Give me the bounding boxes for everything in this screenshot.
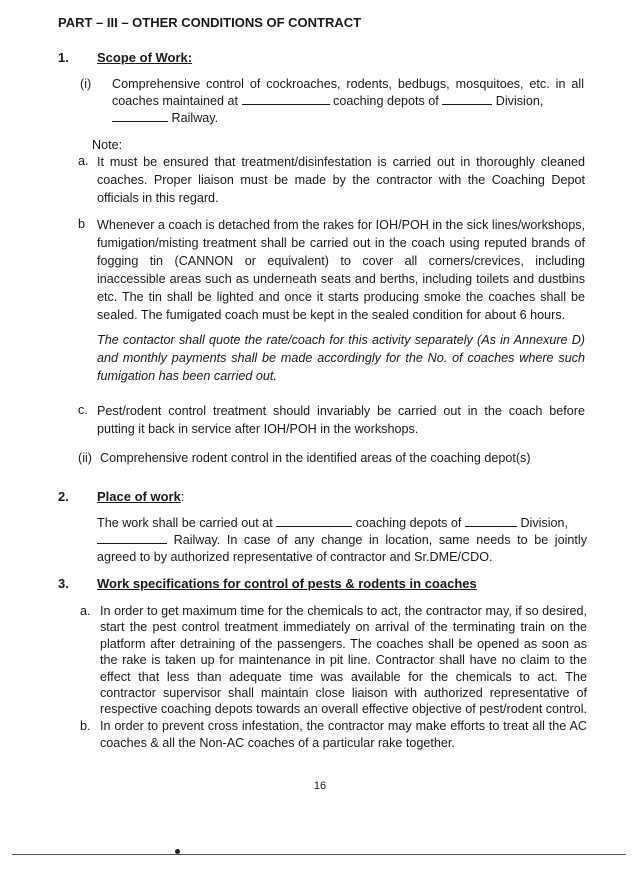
page-number: 16	[313, 780, 327, 792]
section-2-part1: The work shall be carried out at	[97, 516, 273, 530]
section-2-part4: Railway. In case of any change in location, same needs to be jointly agreed to by authorized representative of contractor and Sr.DME/CDO.	[97, 533, 588, 564]
item-ii-text: Comprehensive rodent control in the identified areas of the coaching depot(s)	[100, 451, 531, 465]
footer-rule	[12, 854, 626, 855]
section-2-part3: Division,	[520, 516, 569, 530]
item-i-part2: coaching depots of	[333, 94, 439, 108]
item-a-marker: a.	[80, 604, 91, 618]
section-3-title: Work specifications for control of pests & rodents in coaches	[97, 576, 477, 591]
note-a-text: It must be ensured that treatment/disinfestation is carried out in thoroughly cleaned coaches. Proper liaison must be made by the contractor with the Coaching Depot officials in this regard.	[97, 155, 585, 205]
item-a-text: In order to get maximum time for the chemicals to act, the contractor may, if so desired, start the pest control treatment immediately on arrival of the terminating train on the platform after detraining of the passengers. The coaches shall be opened as soon as the rake is taken up for maintenance in pit line. Contractor shall have no claim to the effect that less than adequate time was available for the chemicals to act. The contractor supervisor shall maintain close liaison with authorized representative of respective coaching depots towards an overall effective objective of pest/rodent control.	[100, 604, 588, 717]
section-2-heading	[97, 488, 184, 506]
blank-line	[112, 110, 168, 122]
page-heading: PART – III – OTHER CONDITIONS OF CONTRACT	[58, 15, 362, 30]
note-c-text: Pest/rodent control treatment should invariably be carried out in the coach before putting it back in service after IOH/POH in the workshops.	[97, 404, 585, 436]
note-c-marker: c.	[78, 403, 88, 417]
item-i-part1: Comprehensive control of cockroaches, rodents, bedbugs, mosquitoes, etc. in all coaches maintained at	[112, 77, 584, 108]
section-2-title: Place of work	[97, 489, 181, 504]
item-i-part4: Railway.	[171, 111, 219, 125]
item-i-text	[112, 76, 584, 127]
section-3-number: 3.	[58, 576, 69, 591]
item-ii-marker: (ii)	[78, 451, 92, 465]
note-a-marker: a.	[78, 154, 89, 168]
section-2-text	[97, 515, 587, 566]
blank-line	[276, 515, 352, 527]
blank-line	[442, 93, 492, 105]
item-i-marker: (i)	[80, 77, 92, 91]
section-2-part2: coaching depots of	[355, 516, 462, 530]
blank-line	[242, 93, 330, 105]
section-1-number: 1.	[58, 50, 69, 65]
note-b-italic: The contactor shall quote the rate/coach for this activity separately (As in Annexure D) and monthly payments shall be made accordingly for the No. of coaches where such fumigation has been carried out.	[97, 333, 585, 383]
note-b-marker: b	[78, 217, 86, 231]
note-label: Note:	[92, 138, 123, 152]
section-1-title: Scope of Work:	[97, 50, 193, 65]
item-b-text: In order to prevent cross infestation, the contractor may make efforts to treat all the AC coaches & all the Non-AC coaches of a particular rake together.	[100, 719, 587, 750]
footer-dot	[175, 849, 180, 854]
item-i-part3: Division,	[495, 94, 544, 108]
note-b-text: Whenever a coach is detached from the rakes for IOH/POH in the sick lines/workshops, fumigation/misting treatment shall be carried out in the coach using reputed brands of fogging tin (CANNON or equivalent) to cover all corners/crevices, including inaccessible areas such as underneath seats and berths, including toilets and dustbins etc. The tin shall be lighted and once it starts producing smoke the coaches shall be sealed. The fumigated coach must be kept in the sealed condition for about 6 hours.	[97, 218, 585, 322]
section-2-colon: :	[180, 490, 185, 504]
blank-line	[97, 532, 167, 544]
section-2-number: 2.	[58, 489, 69, 504]
item-b-marker: b.	[80, 719, 91, 733]
blank-line	[465, 515, 517, 527]
